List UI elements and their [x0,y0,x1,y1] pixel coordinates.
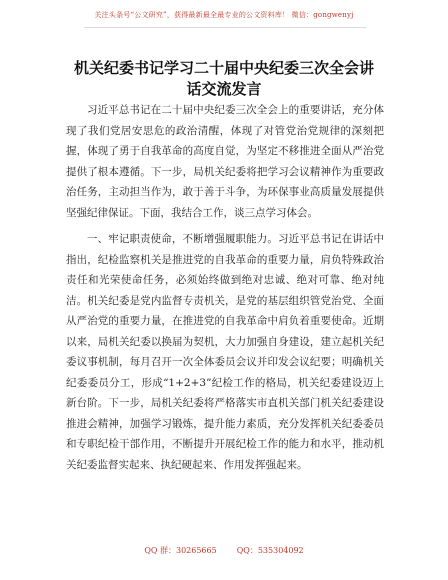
title-line-2: 话交流发言 [186,80,262,98]
paragraph-section-1: 一、牢记职责使命，不断增强履职能力。习近平总书记在讲话中指出，纪检监察机关是推进党的自我革命的重要力量，肩负特殊政治责任和光荣使命任务，必须始终做到绝对忠诚、绝对可靠、绝对纯洁。机关纪委是党内监督专责机关，是党的基层组织管党治党、全面从严治党的重要力量，在推进党的自我革命中肩负着重要使命。近期以来，局机关纪委以换届为契机，大力加强自身建设，建立起机关纪委议事机制，每月召开一次全体委员会议并印发会议纪要；明确机关纪委委员分工，形成“1+2+3”纪检工作的格局，机关纪委建设迈上新台阶。下一步，局机关纪委将严格落实市直机关部门机关纪委建设推进会精神，加强学习锻炼，提升能力素质，充分发挥机关纪委委员和专职纪检干部作用，不断提升开展纪检工作的能力和水平，推动机关纪委监督实起来、执纪硬起来、作用发挥强起来。 [66,233,384,471]
document-title [60,58,388,100]
footer-contact [0,545,448,556]
footer-qq: QQ：535304092 [236,546,304,555]
paragraph-intro: 习近平总书记在二十届中央纪委三次全会上的重要讲话，充分体现了我们党居安思危的政治清醒，体现了对管党治党规律的深刻把握，体现了勇于自我革命的高度自觉，为坚定不移推进全面从严治党提供了根本遵循。下一步，局机关纪委将把学习会议精神作为重要政治任务，主动担当作为，敢于善于斗争，为环保事业高质量发展提供坚强纪律保证。下面，我结合工作，谈三点学习体会。 [66,104,384,219]
header-divider [84,27,366,28]
document-body [66,100,384,475]
footer-qq-group: QQ 群：30265665 [144,546,217,555]
title-line-1: 机关纪委书记学习二十届中央纪委三次全会讲 [73,59,374,77]
header-banner: 关注头条号“公文研究”，获得最新最全最专业的公文资料库！ 微信：gongwenyj [94,11,354,19]
